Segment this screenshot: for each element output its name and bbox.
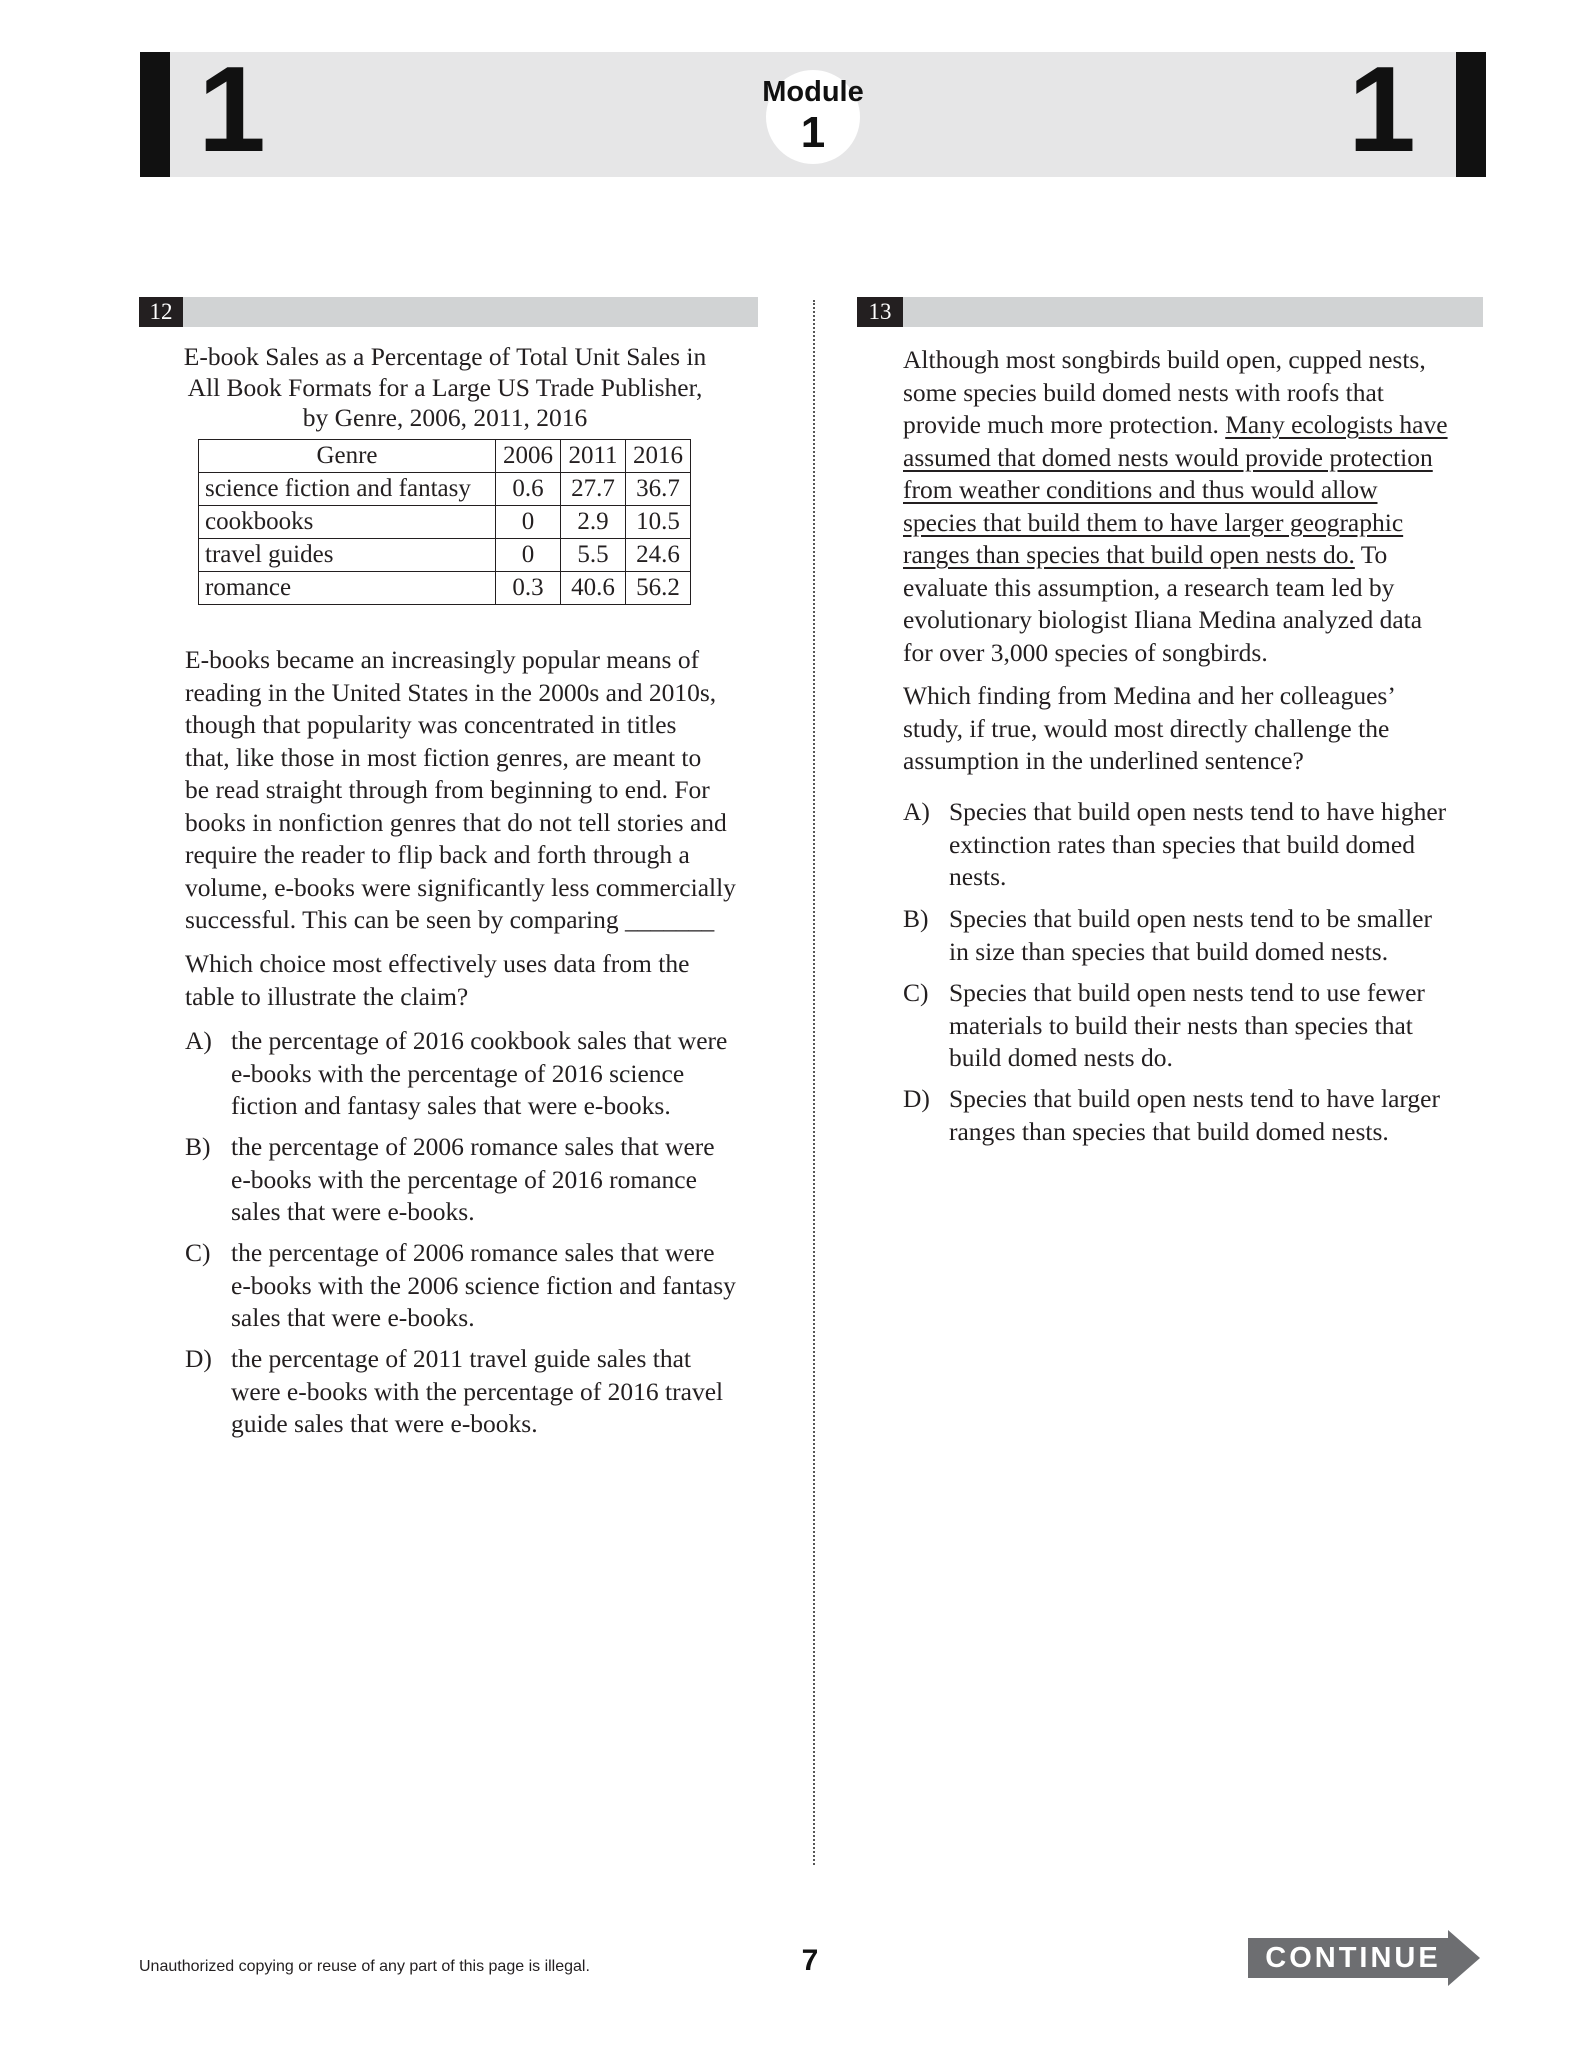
choice-letter: B)	[185, 1132, 211, 1161]
choice-letter: A)	[903, 797, 930, 826]
choice-line: in size than species that build domed nests.	[949, 936, 1389, 966]
table-cell: cookbooks	[199, 506, 496, 539]
table-cell: science fiction and fantasy	[199, 473, 496, 506]
table-row	[199, 539, 691, 572]
question-12-number: 12	[139, 297, 183, 327]
choice-letter: C)	[185, 1238, 211, 1267]
passage-line: successful. This can be seen by comparing _______	[185, 905, 715, 934]
choice-line: e-books with the percentage of 2016 science	[231, 1058, 685, 1088]
table-cell: 0.3	[496, 572, 561, 605]
choice-13-b[interactable]	[903, 903, 1503, 971]
choice-line: Species that build open nests tend to use fewer	[949, 978, 1425, 1007]
section-number-left: 1	[198, 41, 266, 177]
table-cell: 36.7	[626, 473, 691, 506]
choice-line: nests.	[949, 862, 1007, 891]
choice-letter: B)	[903, 904, 929, 933]
table-title	[170, 342, 720, 434]
passage-line: require the reader to flip back and forth through a	[185, 840, 690, 869]
passage-line	[903, 507, 1503, 540]
module-label: Module	[762, 76, 864, 108]
choice-13-a[interactable]	[903, 796, 1503, 896]
choice-text	[949, 903, 1432, 968]
ebook-sales-table	[198, 439, 691, 605]
passage-line: provide much more protection. Many ecologists have	[903, 410, 1448, 439]
table-title-line: E-book Sales as a Percentage of Total Unit Sales in	[183, 342, 707, 371]
page-number: 7	[801, 1944, 819, 1977]
choice-line: fiction and fantasy sales that were e-books.	[231, 1091, 671, 1120]
choice-letter: C)	[903, 978, 929, 1007]
underlined-text: from weather conditions and thus would allow	[903, 475, 1378, 504]
passage-line: some species build domed nests with roofs that	[903, 377, 1384, 407]
table-title-line: All Book Formats for a Large US Trade Publisher,	[187, 372, 703, 402]
table-title-line: by Genre, 2006, 2011, 2016	[302, 403, 588, 432]
choice-12-c[interactable]	[185, 1237, 785, 1337]
column-header: 2006	[496, 440, 561, 473]
column-header: 2016	[626, 440, 691, 473]
choice-line: extinction rates than species that build domed	[949, 829, 1415, 859]
choice-text	[949, 977, 1425, 1075]
passage-line: for over 3,000 species of songbirds.	[903, 637, 1268, 667]
section-number-right: 1	[1348, 41, 1416, 177]
table-cell: 40.6	[561, 572, 626, 605]
underlined-text: ranges than species that build open nests do.	[903, 540, 1355, 569]
passage-line: E-books became an increasingly popular means of	[185, 645, 700, 674]
table-cell: 0	[496, 539, 561, 572]
table-header-row	[199, 440, 691, 473]
choice-line: the percentage of 2016 cookbook sales that were	[231, 1026, 728, 1055]
question-13-passage	[903, 344, 1503, 669]
question-line: Which choice most effectively uses data from the	[185, 949, 690, 978]
choice-line: e-books with the percentage of 2016 romance	[231, 1164, 697, 1194]
passage-line: evolutionary biologist Iliana Medina analyzed data	[903, 605, 1423, 634]
choice-line: sales that were e-books.	[231, 1197, 475, 1226]
choice-line: ranges than species that build domed nests.	[949, 1116, 1389, 1146]
choice-text	[231, 1343, 723, 1441]
passage-line: that, like those in most fiction genres, are meant to	[185, 742, 702, 772]
copyright-notice: Unauthorized copying or reuse of any part of this page is illegal.	[139, 1958, 590, 1975]
table-row	[199, 572, 691, 605]
choice-letter: D)	[185, 1344, 212, 1373]
table-cell: 0	[496, 506, 561, 539]
choice-line: build domed nests do.	[949, 1043, 1173, 1072]
table-cell: travel guides	[199, 539, 496, 572]
question-line: assumption in the underlined sentence?	[903, 746, 1304, 775]
passage-line: ranges than species that build open nests do. To	[903, 540, 1388, 569]
table-cell: 0.6	[496, 473, 561, 506]
header-bar-right	[1456, 52, 1486, 177]
choice-line: guide sales that were e-books.	[231, 1409, 538, 1438]
table-cell: romance	[199, 572, 496, 605]
question-line: table to illustrate the claim?	[185, 981, 469, 1011]
choice-line: Species that build open nests tend to be smaller	[949, 904, 1432, 933]
column-header: Genre	[199, 440, 496, 473]
choice-letter: A)	[185, 1026, 212, 1055]
choice-letter: D)	[903, 1084, 930, 1113]
question-12-passage	[185, 644, 785, 937]
passage-line	[903, 442, 1503, 475]
choice-12-a[interactable]	[185, 1025, 785, 1125]
question-12-bar	[139, 297, 758, 327]
choice-line: Species that build open nests tend to have larger	[949, 1084, 1440, 1113]
column-divider	[813, 300, 815, 1865]
table-cell: 5.5	[561, 539, 626, 572]
question-13-number: 13	[857, 297, 903, 327]
choice-line: the percentage of 2006 romance sales that were	[231, 1132, 715, 1161]
question-line: Which finding from Medina and her colleagues’	[903, 681, 1396, 710]
question-13-bar	[857, 297, 1483, 327]
question-13-prompt	[903, 680, 1503, 778]
passage-line: evaluate this assumption, a research team led by	[903, 572, 1395, 602]
choice-text	[231, 1237, 736, 1335]
table-row	[199, 473, 691, 506]
table-cell: 56.2	[626, 572, 691, 605]
choice-line: the percentage of 2011 travel guide sales that	[231, 1344, 691, 1373]
choice-13-d[interactable]	[903, 1083, 1503, 1151]
choice-13-c[interactable]	[903, 977, 1503, 1077]
passage-line: reading in the United States in the 2000s and 2010s,	[185, 677, 717, 707]
passage-line	[903, 474, 1503, 507]
choice-line: materials to build their nests than species that	[949, 1010, 1413, 1040]
passage-line: volume, e-books were significantly less commercially	[185, 872, 736, 902]
continue-button[interactable]	[1248, 1930, 1480, 1986]
header-bar-left	[140, 52, 170, 177]
module-number: 1	[800, 108, 826, 157]
table-row	[199, 506, 691, 539]
table-cell: 24.6	[626, 539, 691, 572]
underlined-text: Many ecologists have	[1225, 410, 1448, 439]
column-header: 2011	[561, 440, 626, 473]
choice-line: were e-books with the percentage of 2016 travel	[231, 1376, 724, 1406]
passage-line: be read straight through from beginning to end. For	[185, 775, 710, 804]
choice-line: the percentage of 2006 romance sales that were	[231, 1238, 715, 1267]
choice-line: e-books with the 2006 science fiction and fantasy	[231, 1270, 736, 1300]
choice-12-d[interactable]	[185, 1343, 785, 1443]
choice-text	[231, 1025, 727, 1123]
passage-line: though that popularity was concentrated in titles	[185, 710, 677, 739]
choice-text	[231, 1131, 715, 1229]
passage-line: Although most songbirds build open, cupped nests,	[903, 345, 1426, 374]
underlined-text: species that build them to have larger geographic	[903, 507, 1404, 537]
table-cell: 27.7	[561, 473, 626, 506]
table-cell: 2.9	[561, 506, 626, 539]
choice-line: Species that build open nests tend to have higher	[949, 797, 1447, 826]
passage-line: books in nonfiction genres that do not tell stories and	[185, 807, 727, 837]
question-12-prompt	[185, 948, 785, 1013]
underlined-text: assumed that domed nests would provide protection	[903, 442, 1433, 472]
question-line: study, if true, would most directly challenge the	[903, 713, 1390, 743]
choice-text	[949, 1083, 1440, 1148]
choice-line: sales that were e-books.	[231, 1303, 475, 1332]
continue-label: CONTINUE	[1265, 1942, 1441, 1974]
table-cell: 10.5	[626, 506, 691, 539]
choice-12-b[interactable]	[185, 1131, 785, 1231]
choice-text	[949, 796, 1446, 894]
